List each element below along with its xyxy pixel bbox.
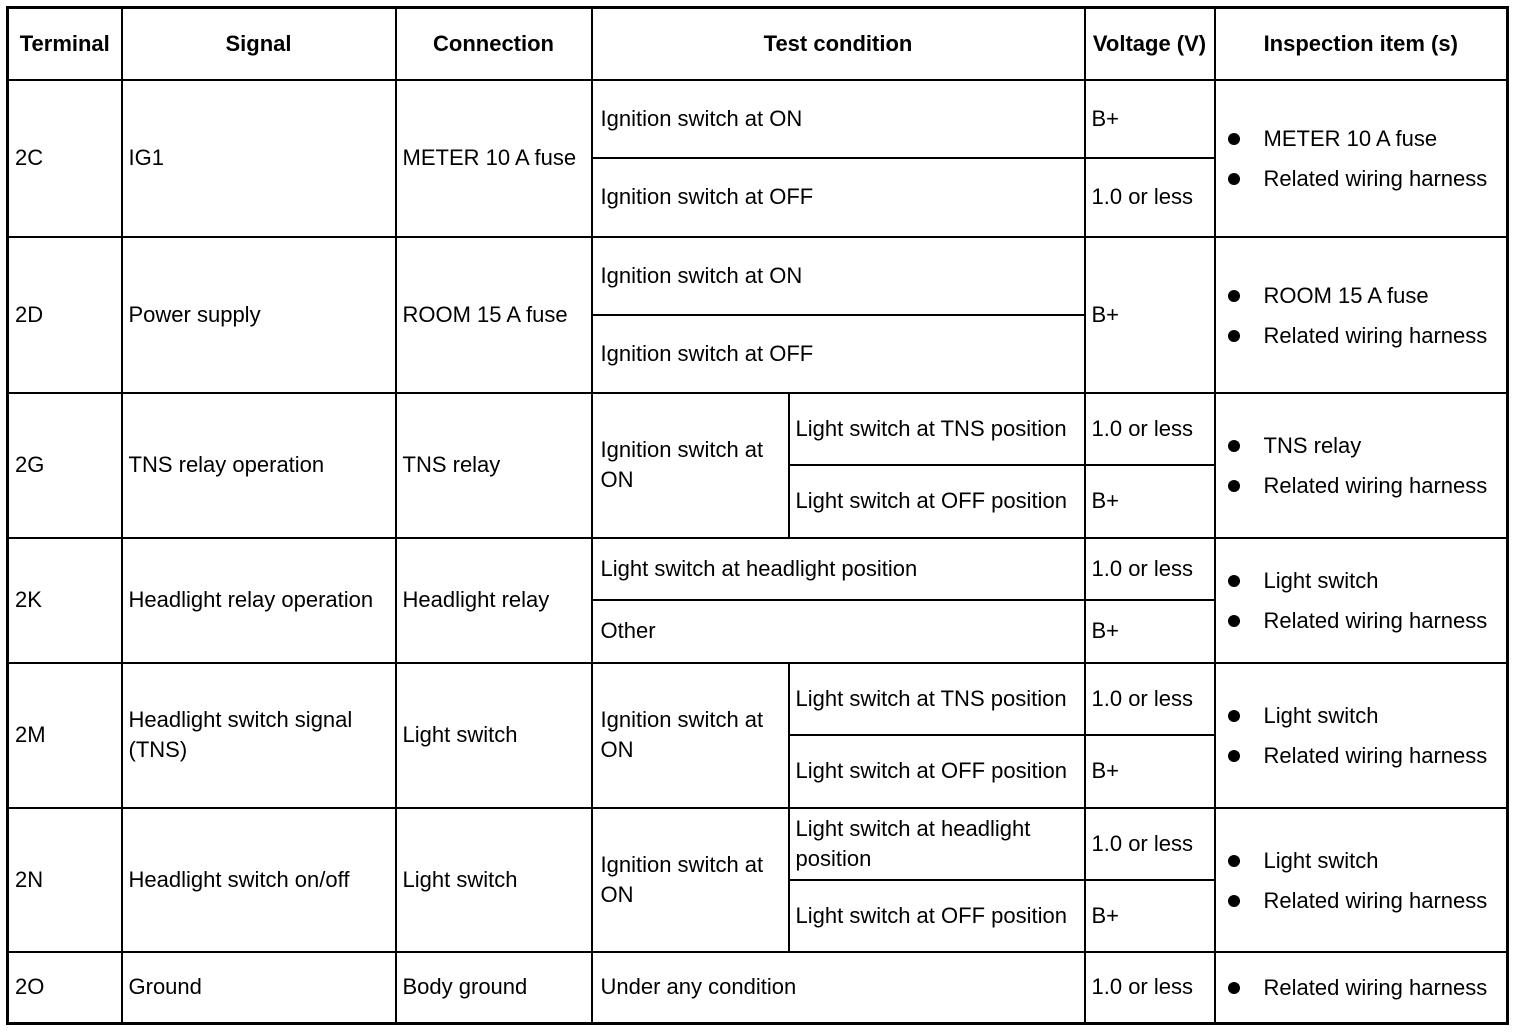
test-condition-sub-cell: Light switch at OFF position: [789, 880, 1085, 952]
signal-cell: Power supply: [122, 237, 396, 393]
connection-cell: Light switch: [396, 808, 592, 952]
inspection-cell: [1215, 538, 1508, 663]
terminal-cell: 2K: [8, 538, 122, 663]
test-condition-cell: Ignition switch at ON: [592, 80, 1085, 158]
inspection-item: Related wiring harness: [1264, 164, 1501, 194]
inspection-item: Light switch: [1264, 701, 1501, 731]
inspection-cell: [1215, 663, 1508, 808]
signal-cell: Headlight switch signal (TNS): [122, 663, 396, 808]
test-condition-cell: Ignition switch at ON: [592, 237, 1085, 315]
test-condition-sub-cell: Light switch at OFF position: [789, 465, 1085, 538]
inspection-cell: [1215, 808, 1508, 952]
voltage-cell: B+: [1085, 237, 1215, 393]
test-condition-cell: Light switch at headlight position: [592, 538, 1085, 600]
header-terminal: Terminal: [8, 8, 122, 80]
terminal-cell: 2N: [8, 808, 122, 952]
terminal-cell: 2M: [8, 663, 122, 808]
table-row: [8, 808, 1508, 880]
table-row: [8, 952, 1508, 1024]
signal-cell: Ground: [122, 952, 396, 1024]
inspection-item: Related wiring harness: [1264, 886, 1501, 916]
test-condition-cell: Under any condition: [592, 952, 1085, 1024]
test-condition-main-cell: Ignition switch at ON: [592, 663, 789, 808]
terminal-voltage-table: [6, 6, 1509, 1025]
inspection-cell: [1215, 393, 1508, 538]
voltage-cell: B+: [1085, 735, 1215, 808]
inspection-item: Related wiring harness: [1264, 321, 1501, 351]
header-voltage: Voltage (V): [1085, 8, 1215, 80]
test-condition-cell: Ignition switch at OFF: [592, 315, 1085, 393]
test-condition-cell: Other: [592, 600, 1085, 663]
inspection-item: Related wiring harness: [1264, 973, 1501, 1003]
voltage-cell: 1.0 or less: [1085, 538, 1215, 600]
test-condition-main-cell: Ignition switch at ON: [592, 393, 789, 538]
inspection-item: Related wiring harness: [1264, 741, 1501, 771]
voltage-cell: B+: [1085, 600, 1215, 663]
terminal-cell: 2O: [8, 952, 122, 1024]
inspection-item: Light switch: [1264, 846, 1501, 876]
test-condition-sub-cell: Light switch at TNS position: [789, 663, 1085, 735]
voltage-cell: 1.0 or less: [1085, 393, 1215, 465]
inspection-item: Related wiring harness: [1264, 471, 1501, 501]
voltage-cell: B+: [1085, 465, 1215, 538]
voltage-cell: 1.0 or less: [1085, 663, 1215, 735]
test-condition-sub-cell: Light switch at OFF position: [789, 735, 1085, 808]
connection-cell: Light switch: [396, 663, 592, 808]
table-row: [8, 663, 1508, 735]
voltage-cell: B+: [1085, 80, 1215, 158]
signal-cell: Headlight relay operation: [122, 538, 396, 663]
test-condition-sub-cell: Light switch at TNS position: [789, 393, 1085, 465]
test-condition-cell: Ignition switch at OFF: [592, 158, 1085, 237]
inspection-item: Light switch: [1264, 566, 1501, 596]
header-test-condition: Test condition: [592, 8, 1085, 80]
terminal-cell: 2C: [8, 80, 122, 237]
inspection-cell: [1215, 237, 1508, 393]
signal-cell: IG1: [122, 80, 396, 237]
voltage-cell: B+: [1085, 880, 1215, 952]
terminal-cell: 2D: [8, 237, 122, 393]
connection-cell: Body ground: [396, 952, 592, 1024]
table-row: [8, 237, 1508, 315]
header-inspection: Inspection item (s): [1215, 8, 1508, 80]
voltage-cell: 1.0 or less: [1085, 952, 1215, 1024]
connection-cell: ROOM 15 A fuse: [396, 237, 592, 393]
inspection-cell: [1215, 952, 1508, 1024]
table-row: [8, 538, 1508, 600]
inspection-item: ROOM 15 A fuse: [1264, 281, 1501, 311]
connection-cell: Headlight relay: [396, 538, 592, 663]
inspection-cell: [1215, 80, 1508, 237]
table-row: [8, 393, 1508, 465]
test-condition-main-cell: Ignition switch at ON: [592, 808, 789, 952]
voltage-cell: 1.0 or less: [1085, 158, 1215, 237]
header-connection: Connection: [396, 8, 592, 80]
terminal-cell: 2G: [8, 393, 122, 538]
inspection-item: Related wiring harness: [1264, 606, 1501, 636]
header-row: [8, 8, 1508, 80]
test-condition-sub-cell: Light switch at headlight position: [789, 808, 1085, 880]
inspection-item: METER 10 A fuse: [1264, 124, 1501, 154]
inspection-item: TNS relay: [1264, 431, 1501, 461]
connection-cell: TNS relay: [396, 393, 592, 538]
signal-cell: TNS relay operation: [122, 393, 396, 538]
table-row: [8, 80, 1508, 158]
connection-cell: METER 10 A fuse: [396, 80, 592, 237]
header-signal: Signal: [122, 8, 396, 80]
voltage-cell: 1.0 or less: [1085, 808, 1215, 880]
signal-cell: Headlight switch on/off: [122, 808, 396, 952]
